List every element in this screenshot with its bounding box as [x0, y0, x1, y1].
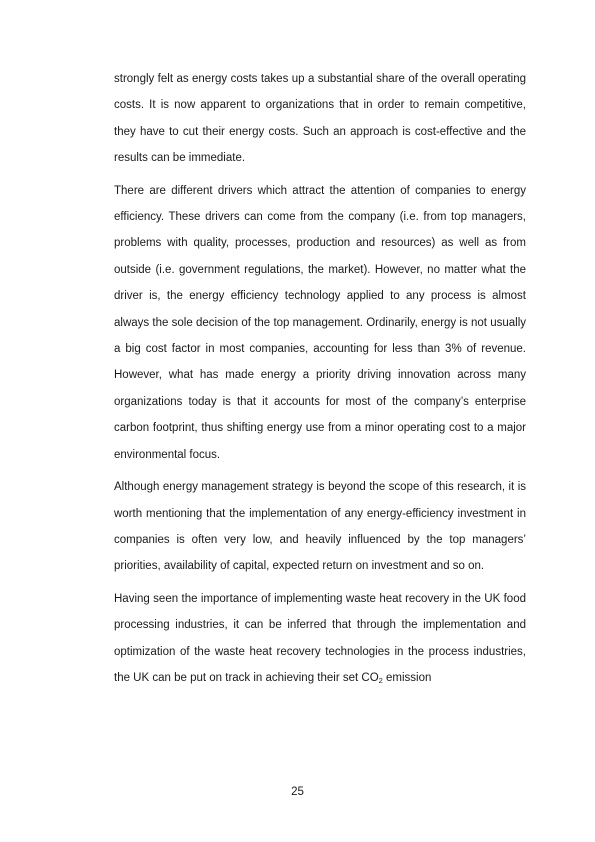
paragraph-waste-heat-recovery: [114, 586, 526, 692]
paragraph-energy-costs: strongly felt as energy costs takes up a substantial share of the overall operating costs. It is now apparent to organizations that in order to remain competitive, they have to cut their energy costs. Such an approach is cost-effective and the results can be immediate.: [114, 73, 526, 165]
page-number: 25: [291, 786, 304, 798]
paragraph-text-after-subscript: emission: [382, 671, 432, 684]
paragraph-text-before-subscript: Having seen the importance of implementing waste heat recovery in the UK food processing industries, it can be inferred that through the implementation and optimization of the waste heat recovery technologies in the process industries, the UK can be put on track in achieving their set CO: [114, 592, 526, 684]
co2-subscript: 2: [378, 675, 383, 685]
paragraph-energy-management: Although energy management strategy is beyond the scope of this research, it is worth mentioning that the implementation of any energy-efficiency investment in companies is often very low, and heavily influenced by the top managers’ priorities, availability of capital, expected return on investment and so on.: [114, 481, 526, 573]
paragraph-energy-drivers: There are different drivers which attract the attention of companies to energy efficiency. These drivers can come from the company (i.e. from top managers, problems with quality, processes, production and resources) as well as from outside (i.e. government regulations, the market). However, no matter what the driver is, the energy efficiency technology applied to any process is almost always the sole decision of the top management. Ordinarily, energy is not usually a big cost factor in most companies, accounting for less than 3% of revenue. However, what has made energy a priority driving innovation across many organizations today is that it accounts for most of the company’s enterprise carbon footprint, thus shifting energy use from a minor operating cost to a major environmental focus.: [114, 184, 526, 461]
body-text: [114, 66, 526, 697]
